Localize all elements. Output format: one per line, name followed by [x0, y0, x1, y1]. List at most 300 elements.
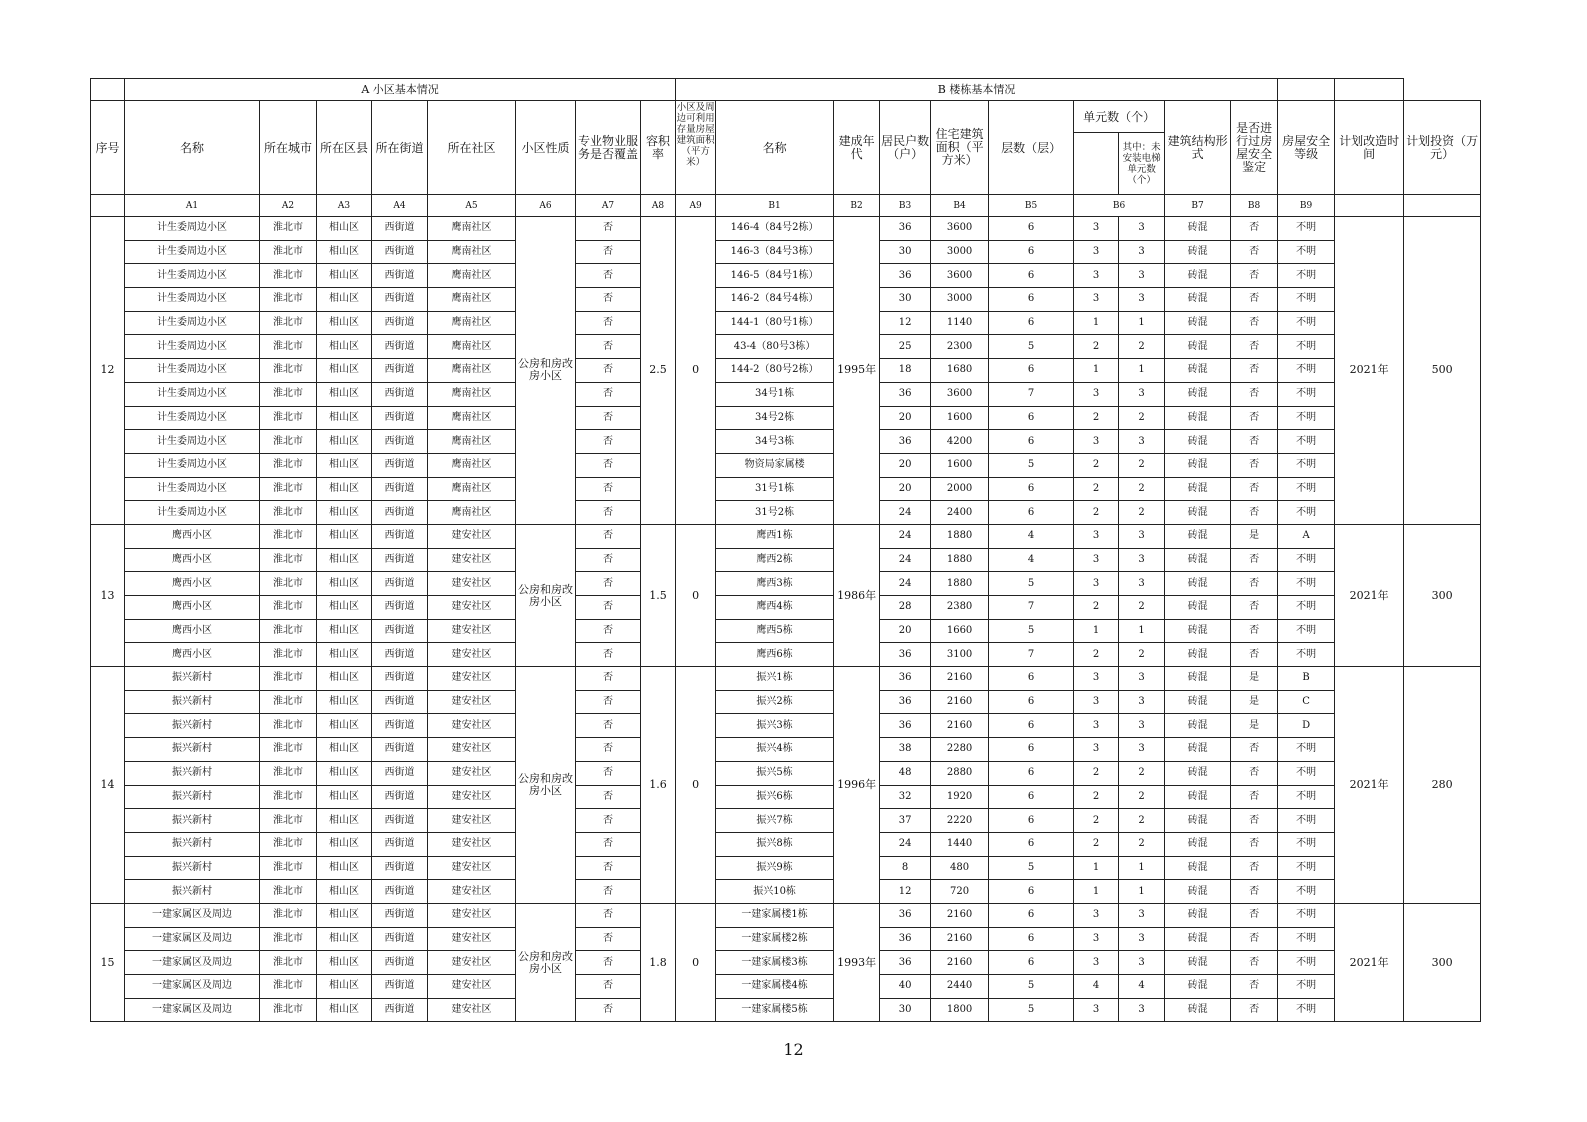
- col-a5-header: 所在社区: [428, 101, 516, 195]
- table-row: [91, 288, 1481, 312]
- b8-safety-check-cell: 否: [1231, 217, 1278, 241]
- b5-floors-cell: 5: [989, 453, 1074, 477]
- b6-no-elevator-units-cell: 1: [1119, 856, 1165, 880]
- b5-floors-cell: 7: [989, 382, 1074, 406]
- b8-safety-check-cell: 否: [1231, 288, 1278, 312]
- a5-community-cell: 鹰南社区: [428, 453, 516, 477]
- a4-street-cell: 西街道: [372, 809, 428, 833]
- a5-community-cell: 建安社区: [428, 785, 516, 809]
- a5-community-cell: 建安社区: [428, 596, 516, 620]
- table-row: [91, 596, 1481, 620]
- a4-street-cell: 西街道: [372, 524, 428, 548]
- a2-city-cell: 淮北市: [260, 619, 317, 643]
- b3-households-cell: 36: [880, 217, 931, 241]
- b7-structure-cell: 砖混: [1165, 382, 1231, 406]
- a1-name-cell: 鹰西小区: [125, 548, 260, 572]
- a5-community-cell: 鹰南社区: [428, 430, 516, 454]
- b8-safety-check-cell: 否: [1231, 240, 1278, 264]
- a3-district-cell: 相山区: [317, 785, 372, 809]
- b6-units-cell: 1: [1074, 880, 1119, 904]
- b9-safety-grade-cell: 不明: [1278, 501, 1335, 525]
- b7-structure-cell: 砖混: [1165, 856, 1231, 880]
- blank-header-cell: [1335, 79, 1404, 101]
- b1-building-name-cell: 34号3栋: [716, 430, 834, 454]
- b4-area-cell: 4200: [931, 430, 989, 454]
- a3-district-cell: 相山区: [317, 998, 372, 1022]
- col-a2-header: 所在城市: [260, 101, 317, 195]
- blank-header-cell: [91, 79, 125, 101]
- a3-district-cell: 相山区: [317, 643, 372, 667]
- table-row: [91, 880, 1481, 904]
- b5-floors-cell: 6: [989, 311, 1074, 335]
- a3-district-cell: 相山区: [317, 382, 372, 406]
- b7-structure-cell: 砖混: [1165, 311, 1231, 335]
- housing-renovation-table: [90, 78, 1481, 1022]
- a2-city-cell: 淮北市: [260, 903, 317, 927]
- b8-safety-check-cell: 否: [1231, 785, 1278, 809]
- b6-no-elevator-units-cell: 3: [1119, 217, 1165, 241]
- a5-community-cell: 鹰南社区: [428, 288, 516, 312]
- a3-district-cell: 相山区: [317, 738, 372, 762]
- b7-structure-cell: 砖混: [1165, 240, 1231, 264]
- code-cell-blank: [91, 195, 125, 217]
- a4-street-cell: 西街道: [372, 856, 428, 880]
- a7-property-service-cell: 否: [576, 501, 641, 525]
- a7-property-service-cell: 否: [576, 927, 641, 951]
- a1-name-cell: 计生委周边小区: [125, 430, 260, 454]
- b9-safety-grade-cell: 不明: [1278, 288, 1335, 312]
- a7-property-service-cell: 否: [576, 667, 641, 691]
- b3-households-cell: 20: [880, 453, 931, 477]
- a8-plot-ratio-cell: 1.5: [641, 524, 676, 666]
- a1-name-cell: 振兴新村: [125, 785, 260, 809]
- table-row: [91, 856, 1481, 880]
- a2-city-cell: 淮北市: [260, 998, 317, 1022]
- a5-community-cell: 建安社区: [428, 832, 516, 856]
- b7-structure-cell: 砖混: [1165, 714, 1231, 738]
- b3-households-cell: 20: [880, 406, 931, 430]
- a1-name-cell: 一建家属区及周边: [125, 975, 260, 999]
- a3-district-cell: 相山区: [317, 856, 372, 880]
- a2-city-cell: 淮北市: [260, 311, 317, 335]
- b9-safety-grade-cell: 不明: [1278, 856, 1335, 880]
- b3-households-cell: 32: [880, 785, 931, 809]
- a7-property-service-cell: 否: [576, 998, 641, 1022]
- b9-safety-grade-cell: A: [1278, 524, 1335, 548]
- col-b4-header: 住宅建筑面积（平方米）: [931, 101, 989, 195]
- a1-name-cell: 振兴新村: [125, 667, 260, 691]
- a7-property-service-cell: 否: [576, 856, 641, 880]
- a1-name-cell: 计生委周边小区: [125, 311, 260, 335]
- b3-households-cell: 30: [880, 240, 931, 264]
- a3-district-cell: 相山区: [317, 596, 372, 620]
- b6-units-cell: 3: [1074, 572, 1119, 596]
- b3-households-cell: 36: [880, 264, 931, 288]
- a4-street-cell: 西街道: [372, 667, 428, 691]
- b1-building-name-cell: 一建家属楼4栋: [716, 975, 834, 999]
- b1-building-name-cell: 鹰西5栋: [716, 619, 834, 643]
- b1-building-name-cell: 振兴8栋: [716, 832, 834, 856]
- seq-cell: 12: [91, 217, 125, 525]
- b7-structure-cell: 砖混: [1165, 217, 1231, 241]
- a3-district-cell: 相山区: [317, 548, 372, 572]
- a2-city-cell: 淮北市: [260, 951, 317, 975]
- b5-floors-cell: 6: [989, 477, 1074, 501]
- b3-households-cell: 28: [880, 596, 931, 620]
- b8-safety-check-cell: 否: [1231, 382, 1278, 406]
- table-row: [91, 240, 1481, 264]
- b4-area-cell: 2160: [931, 927, 989, 951]
- code-cell: B1: [716, 195, 834, 217]
- a7-property-service-cell: 否: [576, 975, 641, 999]
- a1-name-cell: 计生委周边小区: [125, 335, 260, 359]
- a1-name-cell: 计生委周边小区: [125, 453, 260, 477]
- a7-property-service-cell: 否: [576, 714, 641, 738]
- b4-area-cell: 3600: [931, 382, 989, 406]
- a3-district-cell: 相山区: [317, 975, 372, 999]
- b1-building-name-cell: 振兴7栋: [716, 809, 834, 833]
- b6-no-elevator-units-cell: 2: [1119, 501, 1165, 525]
- b6-no-elevator-units-cell: 2: [1119, 477, 1165, 501]
- b7-structure-cell: 砖混: [1165, 524, 1231, 548]
- col-a8-header: 容积率: [641, 101, 676, 195]
- b7-structure-cell: 砖混: [1165, 785, 1231, 809]
- b8-safety-check-cell: 否: [1231, 998, 1278, 1022]
- a2-city-cell: 淮北市: [260, 240, 317, 264]
- b2-build-year-cell: 1996年: [834, 667, 880, 904]
- b1-building-name-cell: 鹰西4栋: [716, 596, 834, 620]
- b8-safety-check-cell: 否: [1231, 453, 1278, 477]
- a3-district-cell: 相山区: [317, 477, 372, 501]
- a4-street-cell: 西街道: [372, 264, 428, 288]
- b6-no-elevator-units-cell: 3: [1119, 738, 1165, 762]
- table-row: [91, 951, 1481, 975]
- a7-property-service-cell: 否: [576, 738, 641, 762]
- plan-time-cell: 2021年: [1335, 667, 1404, 904]
- b3-households-cell: 36: [880, 927, 931, 951]
- plan-time-cell: 2021年: [1335, 524, 1404, 666]
- a2-city-cell: 淮北市: [260, 975, 317, 999]
- b6-no-elevator-units-cell: 2: [1119, 453, 1165, 477]
- b3-households-cell: 20: [880, 477, 931, 501]
- b6-units-cell: 2: [1074, 643, 1119, 667]
- a7-property-service-cell: 否: [576, 359, 641, 383]
- b9-safety-grade-cell: 不明: [1278, 643, 1335, 667]
- a4-street-cell: 西街道: [372, 288, 428, 312]
- b8-safety-check-cell: 否: [1231, 406, 1278, 430]
- a1-name-cell: 计生委周边小区: [125, 382, 260, 406]
- b5-floors-cell: 6: [989, 951, 1074, 975]
- b1-building-name-cell: 振兴5栋: [716, 761, 834, 785]
- table-row: [91, 311, 1481, 335]
- a4-street-cell: 西街道: [372, 880, 428, 904]
- table-row: [91, 548, 1481, 572]
- a2-city-cell: 淮北市: [260, 927, 317, 951]
- b6-units-cell: 3: [1074, 903, 1119, 927]
- b6-units-cell: 3: [1074, 738, 1119, 762]
- a2-city-cell: 淮北市: [260, 596, 317, 620]
- a6-nature-cell: 公房和房改房小区: [516, 903, 576, 1021]
- a1-name-cell: 振兴新村: [125, 761, 260, 785]
- b6-no-elevator-units-cell: 1: [1119, 619, 1165, 643]
- b5-floors-cell: 6: [989, 240, 1074, 264]
- a1-name-cell: 计生委周边小区: [125, 406, 260, 430]
- a5-community-cell: 鹰南社区: [428, 217, 516, 241]
- b7-structure-cell: 砖混: [1165, 264, 1231, 288]
- b5-floors-cell: 6: [989, 406, 1074, 430]
- b7-structure-cell: 砖混: [1165, 596, 1231, 620]
- table-row: [91, 264, 1481, 288]
- a4-street-cell: 西街道: [372, 240, 428, 264]
- b9-safety-grade-cell: C: [1278, 690, 1335, 714]
- b4-area-cell: 1600: [931, 406, 989, 430]
- b1-building-name-cell: 振兴10栋: [716, 880, 834, 904]
- seq-cell: 13: [91, 524, 125, 666]
- b9-safety-grade-cell: 不明: [1278, 998, 1335, 1022]
- a3-district-cell: 相山区: [317, 951, 372, 975]
- b6-no-elevator-units-cell: 3: [1119, 690, 1165, 714]
- code-cell: B9: [1278, 195, 1335, 217]
- a5-community-cell: 建安社区: [428, 975, 516, 999]
- col-b6-no-elevator-subheader: 其中：未安装电梯单元数（个）: [1119, 133, 1165, 195]
- a3-district-cell: 相山区: [317, 501, 372, 525]
- a2-city-cell: 淮北市: [260, 738, 317, 762]
- col-b6-header: 单元数（个）: [1074, 101, 1165, 133]
- code-cell: A3: [317, 195, 372, 217]
- b9-safety-grade-cell: 不明: [1278, 548, 1335, 572]
- a3-district-cell: 相山区: [317, 524, 372, 548]
- b4-area-cell: 1660: [931, 619, 989, 643]
- a4-street-cell: 西街道: [372, 430, 428, 454]
- a6-nature-cell: 公房和房改房小区: [516, 524, 576, 666]
- b5-floors-cell: 6: [989, 288, 1074, 312]
- a1-name-cell: 一建家属区及周边: [125, 998, 260, 1022]
- b8-safety-check-cell: 否: [1231, 501, 1278, 525]
- b8-safety-check-cell: 否: [1231, 975, 1278, 999]
- b4-area-cell: 1800: [931, 998, 989, 1022]
- b9-safety-grade-cell: 不明: [1278, 382, 1335, 406]
- table-row: [91, 643, 1481, 667]
- a8-plot-ratio-cell: 1.6: [641, 667, 676, 904]
- b3-households-cell: 24: [880, 572, 931, 596]
- b7-structure-cell: 砖混: [1165, 690, 1231, 714]
- table-row: [91, 477, 1481, 501]
- a3-district-cell: 相山区: [317, 832, 372, 856]
- b7-structure-cell: 砖混: [1165, 761, 1231, 785]
- group-a-header: A 小区基本情况: [125, 79, 676, 101]
- b7-structure-cell: 砖混: [1165, 975, 1231, 999]
- table-row: [91, 903, 1481, 927]
- a1-name-cell: 计生委周边小区: [125, 501, 260, 525]
- b6-units-cell: 2: [1074, 335, 1119, 359]
- b5-floors-cell: 5: [989, 998, 1074, 1022]
- b9-safety-grade-cell: 不明: [1278, 430, 1335, 454]
- a5-community-cell: 建安社区: [428, 927, 516, 951]
- a5-community-cell: 鹰南社区: [428, 359, 516, 383]
- b5-floors-cell: 4: [989, 548, 1074, 572]
- b4-area-cell: 2160: [931, 690, 989, 714]
- b6-no-elevator-units-cell: 3: [1119, 524, 1165, 548]
- b4-area-cell: 2280: [931, 738, 989, 762]
- b4-area-cell: 1880: [931, 572, 989, 596]
- a1-name-cell: 一建家属区及周边: [125, 951, 260, 975]
- b6-units-cell: 3: [1074, 951, 1119, 975]
- b9-safety-grade-cell: 不明: [1278, 406, 1335, 430]
- a7-property-service-cell: 否: [576, 217, 641, 241]
- b5-floors-cell: 5: [989, 975, 1074, 999]
- a7-property-service-cell: 否: [576, 524, 641, 548]
- b6-no-elevator-units-cell: 3: [1119, 382, 1165, 406]
- a9-usable-area-cell: 0: [676, 524, 716, 666]
- b5-floors-cell: 6: [989, 667, 1074, 691]
- b8-safety-check-cell: 否: [1231, 903, 1278, 927]
- b5-floors-cell: 6: [989, 903, 1074, 927]
- table-row: [91, 667, 1481, 691]
- a5-community-cell: 建安社区: [428, 856, 516, 880]
- a5-community-cell: 建安社区: [428, 738, 516, 762]
- a1-name-cell: 计生委周边小区: [125, 217, 260, 241]
- b6-units-cell: 3: [1074, 714, 1119, 738]
- a4-street-cell: 西街道: [372, 596, 428, 620]
- b9-safety-grade-cell: 不明: [1278, 832, 1335, 856]
- a6-nature-cell: 公房和房改房小区: [516, 217, 576, 525]
- b7-structure-cell: 砖混: [1165, 951, 1231, 975]
- b3-households-cell: 12: [880, 311, 931, 335]
- a2-city-cell: 淮北市: [260, 288, 317, 312]
- b8-safety-check-cell: 否: [1231, 572, 1278, 596]
- code-cell: B8: [1231, 195, 1278, 217]
- b6-no-elevator-units-cell: 2: [1119, 809, 1165, 833]
- b1-building-name-cell: 146-5（84号1栋）: [716, 264, 834, 288]
- b6-units-cell: 3: [1074, 430, 1119, 454]
- code-cell: B5: [989, 195, 1074, 217]
- b1-building-name-cell: 144-2（80号2栋）: [716, 359, 834, 383]
- b8-safety-check-cell: 是: [1231, 667, 1278, 691]
- table-row: [91, 690, 1481, 714]
- b6-units-cell: 3: [1074, 288, 1119, 312]
- a4-street-cell: 西街道: [372, 998, 428, 1022]
- b6-no-elevator-units-cell: 3: [1119, 903, 1165, 927]
- col-b6-total-subheader: [1074, 133, 1119, 195]
- a7-property-service-cell: 否: [576, 619, 641, 643]
- a4-street-cell: 西街道: [372, 217, 428, 241]
- col-plan-invest-header: 计划投资（万元）: [1404, 101, 1481, 195]
- a5-community-cell: 建安社区: [428, 998, 516, 1022]
- a2-city-cell: 淮北市: [260, 217, 317, 241]
- a1-name-cell: 一建家属区及周边: [125, 927, 260, 951]
- table-row: [91, 501, 1481, 525]
- b8-safety-check-cell: 否: [1231, 738, 1278, 762]
- b4-area-cell: 2160: [931, 951, 989, 975]
- b4-area-cell: 3600: [931, 264, 989, 288]
- b6-units-cell: 2: [1074, 809, 1119, 833]
- b6-units-cell: 4: [1074, 975, 1119, 999]
- a4-street-cell: 西街道: [372, 714, 428, 738]
- a3-district-cell: 相山区: [317, 714, 372, 738]
- b4-area-cell: 480: [931, 856, 989, 880]
- b6-units-cell: 2: [1074, 832, 1119, 856]
- b6-no-elevator-units-cell: 3: [1119, 927, 1165, 951]
- a4-street-cell: 西街道: [372, 548, 428, 572]
- b7-structure-cell: 砖混: [1165, 903, 1231, 927]
- b1-building-name-cell: 鹰西1栋: [716, 524, 834, 548]
- b7-structure-cell: 砖混: [1165, 738, 1231, 762]
- b6-units-cell: 3: [1074, 690, 1119, 714]
- col-b3-header: 居民户数（户）: [880, 101, 931, 195]
- b5-floors-cell: 4: [989, 524, 1074, 548]
- b6-no-elevator-units-cell: 2: [1119, 643, 1165, 667]
- a3-district-cell: 相山区: [317, 572, 372, 596]
- code-cell: A2: [260, 195, 317, 217]
- b9-safety-grade-cell: 不明: [1278, 738, 1335, 762]
- a7-property-service-cell: 否: [576, 453, 641, 477]
- b1-building-name-cell: 物资局家属楼: [716, 453, 834, 477]
- a2-city-cell: 淮北市: [260, 406, 317, 430]
- b4-area-cell: 3100: [931, 643, 989, 667]
- table-row: [91, 714, 1481, 738]
- a2-city-cell: 淮北市: [260, 832, 317, 856]
- a2-city-cell: 淮北市: [260, 856, 317, 880]
- b6-no-elevator-units-cell: 1: [1119, 359, 1165, 383]
- a2-city-cell: 淮北市: [260, 524, 317, 548]
- b3-households-cell: 48: [880, 761, 931, 785]
- b6-no-elevator-units-cell: 4: [1119, 975, 1165, 999]
- a4-street-cell: 西街道: [372, 975, 428, 999]
- b8-safety-check-cell: 否: [1231, 832, 1278, 856]
- a5-community-cell: 鹰南社区: [428, 501, 516, 525]
- b7-structure-cell: 砖混: [1165, 288, 1231, 312]
- b3-households-cell: 30: [880, 288, 931, 312]
- b2-build-year-cell: 1986年: [834, 524, 880, 666]
- a7-property-service-cell: 否: [576, 430, 641, 454]
- b9-safety-grade-cell: 不明: [1278, 572, 1335, 596]
- b1-building-name-cell: 43-4（80号3栋）: [716, 335, 834, 359]
- plan-time-cell: 2021年: [1335, 217, 1404, 525]
- a5-community-cell: 鹰南社区: [428, 264, 516, 288]
- a4-street-cell: 西街道: [372, 382, 428, 406]
- code-cell: A5: [428, 195, 516, 217]
- b1-building-name-cell: 鹰西6栋: [716, 643, 834, 667]
- b7-structure-cell: 砖混: [1165, 430, 1231, 454]
- b4-area-cell: 2380: [931, 596, 989, 620]
- col-a6-header: 小区性质: [516, 101, 576, 195]
- b1-building-name-cell: 振兴2栋: [716, 690, 834, 714]
- a3-district-cell: 相山区: [317, 619, 372, 643]
- b1-building-name-cell: 鹰西2栋: [716, 548, 834, 572]
- a4-street-cell: 西街道: [372, 619, 428, 643]
- code-cell: B7: [1165, 195, 1231, 217]
- a4-street-cell: 西街道: [372, 690, 428, 714]
- a4-street-cell: 西街道: [372, 643, 428, 667]
- a3-district-cell: 相山区: [317, 406, 372, 430]
- b1-building-name-cell: 振兴6栋: [716, 785, 834, 809]
- a8-plot-ratio-cell: 2.5: [641, 217, 676, 525]
- a4-street-cell: 西街道: [372, 359, 428, 383]
- table-row: [91, 406, 1481, 430]
- a4-street-cell: 西街道: [372, 903, 428, 927]
- b2-build-year-cell: 1993年: [834, 903, 880, 1021]
- a1-name-cell: 振兴新村: [125, 738, 260, 762]
- b8-safety-check-cell: 是: [1231, 714, 1278, 738]
- a1-name-cell: 计生委周边小区: [125, 359, 260, 383]
- b5-floors-cell: 6: [989, 264, 1074, 288]
- a7-property-service-cell: 否: [576, 596, 641, 620]
- col-a1-header: 名称: [125, 101, 260, 195]
- table-row: [91, 809, 1481, 833]
- a2-city-cell: 淮北市: [260, 643, 317, 667]
- b9-safety-grade-cell: 不明: [1278, 880, 1335, 904]
- a1-name-cell: 鹰西小区: [125, 643, 260, 667]
